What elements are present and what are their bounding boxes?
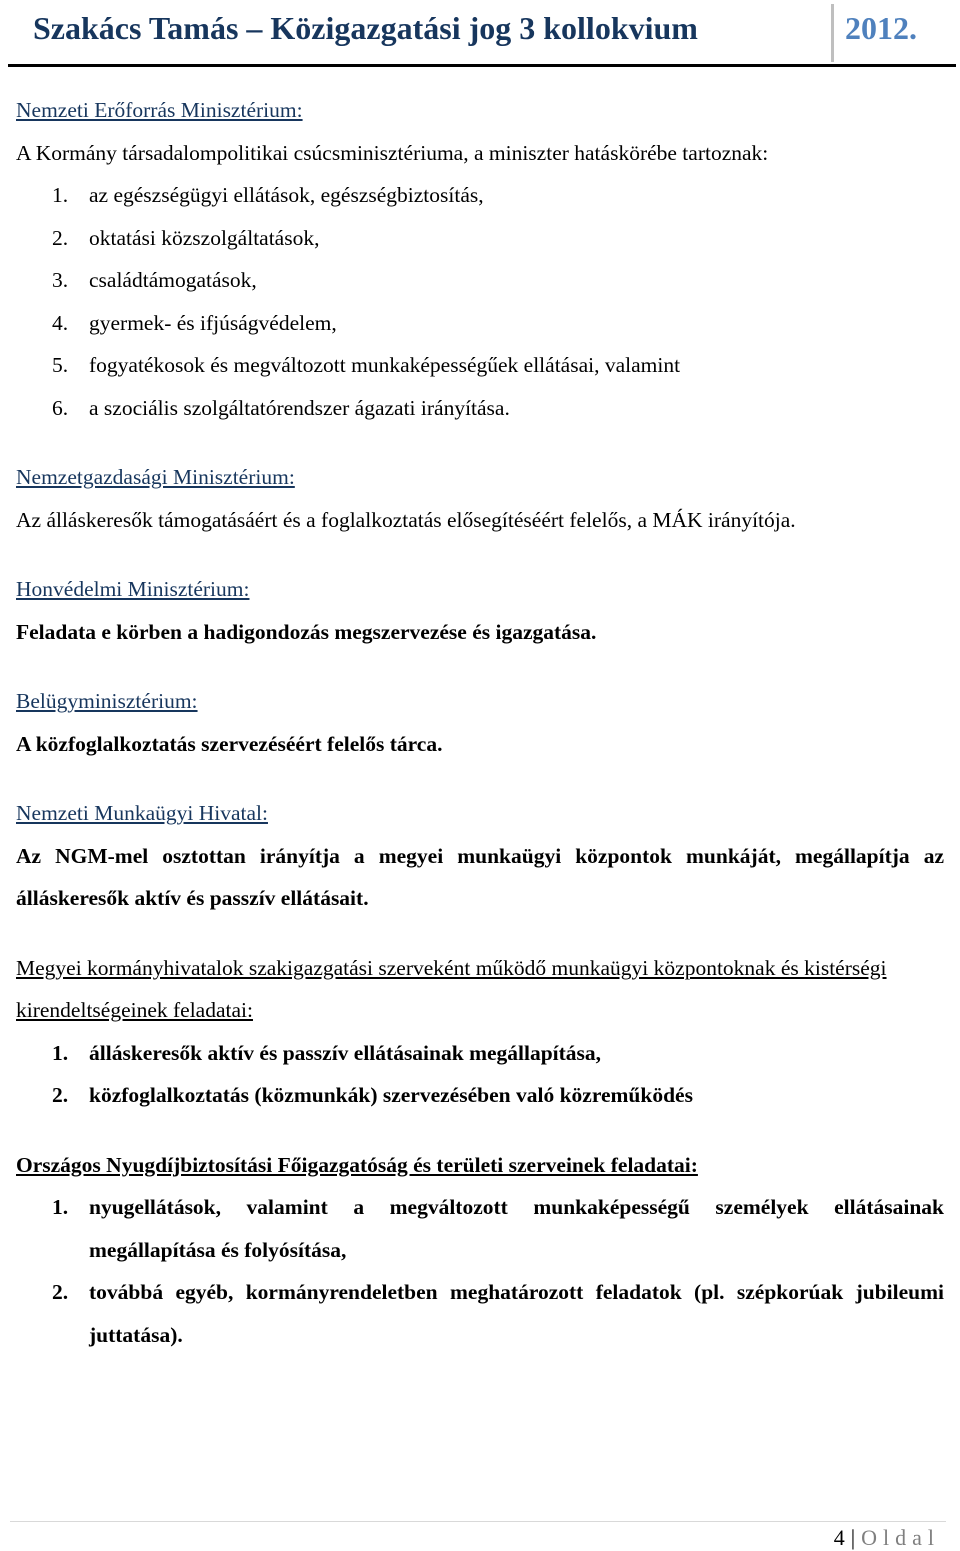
list-item: 3. családtámogatások,	[52, 268, 257, 292]
header-separator	[831, 4, 834, 62]
document-year: 2012.	[845, 10, 917, 46]
list-item: 6. a szociális szolgáltatórendszer ágazati irányítása.	[52, 395, 510, 420]
list-emmi	[16, 174, 944, 429]
section-heading-ngm: Nemzetgazdasági Minisztérium:	[16, 465, 295, 489]
footer-rule	[10, 1521, 946, 1522]
list-item: 4. gyermek- és ifjúságvédelem,	[52, 310, 337, 335]
section-intro-emmi: A Kormány társadalompolitikai csúcsminisztériuma, a miniszter hatáskörébe tartoznak:	[16, 140, 769, 165]
list-item: 5. fogyatékosok és megváltozott munkaképességűek ellátásai, valamint	[52, 353, 681, 377]
list-item: 1. nyugellátások, valamint a megváltozott munkaképességű személyek ellátásainak megállapítása és folyósítása,	[52, 1195, 944, 1262]
section-text-ngm: Az álláskeresők támogatásáért és a foglalkoztatás elősegítéséért felelős, a MÁK irányítója.	[16, 507, 796, 532]
document-body	[16, 89, 944, 1356]
section-heading-emmi: Nemzeti Erőforrás Minisztérium:	[16, 98, 303, 122]
section-text-bm: A közfoglalkoztatás szervezéséért felelős tárca.	[16, 731, 443, 756]
section-text-nmh: Az NGM-mel osztottan irányítja a megyei munkaügyi központok munkáját, megállapítja az álláskeresők aktív és passzív ellátásait.	[16, 843, 944, 910]
list-megyei	[16, 1032, 944, 1117]
page-number	[834, 1525, 940, 1551]
section-text-hm: Feladata e körben a hadigondozás megszervezése és igazgatása.	[16, 619, 597, 644]
page-label: Oldal	[861, 1525, 940, 1550]
page-number-value: 4	[833, 1525, 845, 1550]
section-heading-megyei: Megyei kormányhivatalok szakigazgatási szerveként működő munkaügyi központoknak és kistérségi kirendeltségeinek feladatai:	[16, 955, 887, 1022]
header-rule	[8, 64, 956, 67]
section-heading-onyf: Országos Nyugdíjbiztosítási Főigazgatóság és területi szerveinek feladatai:	[16, 1152, 698, 1177]
page-header	[0, 0, 960, 64]
list-item: 1. az egészségügyi ellátások, egészségbiztosítás,	[52, 183, 484, 207]
list-item: 2. közfoglalkoztatás (közmunkák) szervezésében való közreműködés	[52, 1083, 693, 1107]
list-item: 1. álláskeresők aktív és passzív ellátásainak megállapítása,	[52, 1040, 602, 1065]
section-heading-nmh: Nemzeti Munkaügyi Hivatal:	[16, 801, 268, 825]
list-onyf	[16, 1186, 944, 1356]
section-heading-hm: Honvédelmi Minisztérium:	[16, 577, 250, 601]
document-title: Szakács Tamás – Közigazgatási jog 3 kollokvium	[33, 10, 698, 46]
section-heading-bm: Belügyminisztérium:	[16, 689, 198, 713]
list-item: 2. oktatási közszolgáltatások,	[52, 225, 320, 250]
list-item: 2. továbbá egyéb, kormányrendeletben meghatározott feladatok (pl. szépkorúak jubileumi juttatása).	[52, 1280, 944, 1347]
page-number-separator: |	[850, 1525, 856, 1550]
